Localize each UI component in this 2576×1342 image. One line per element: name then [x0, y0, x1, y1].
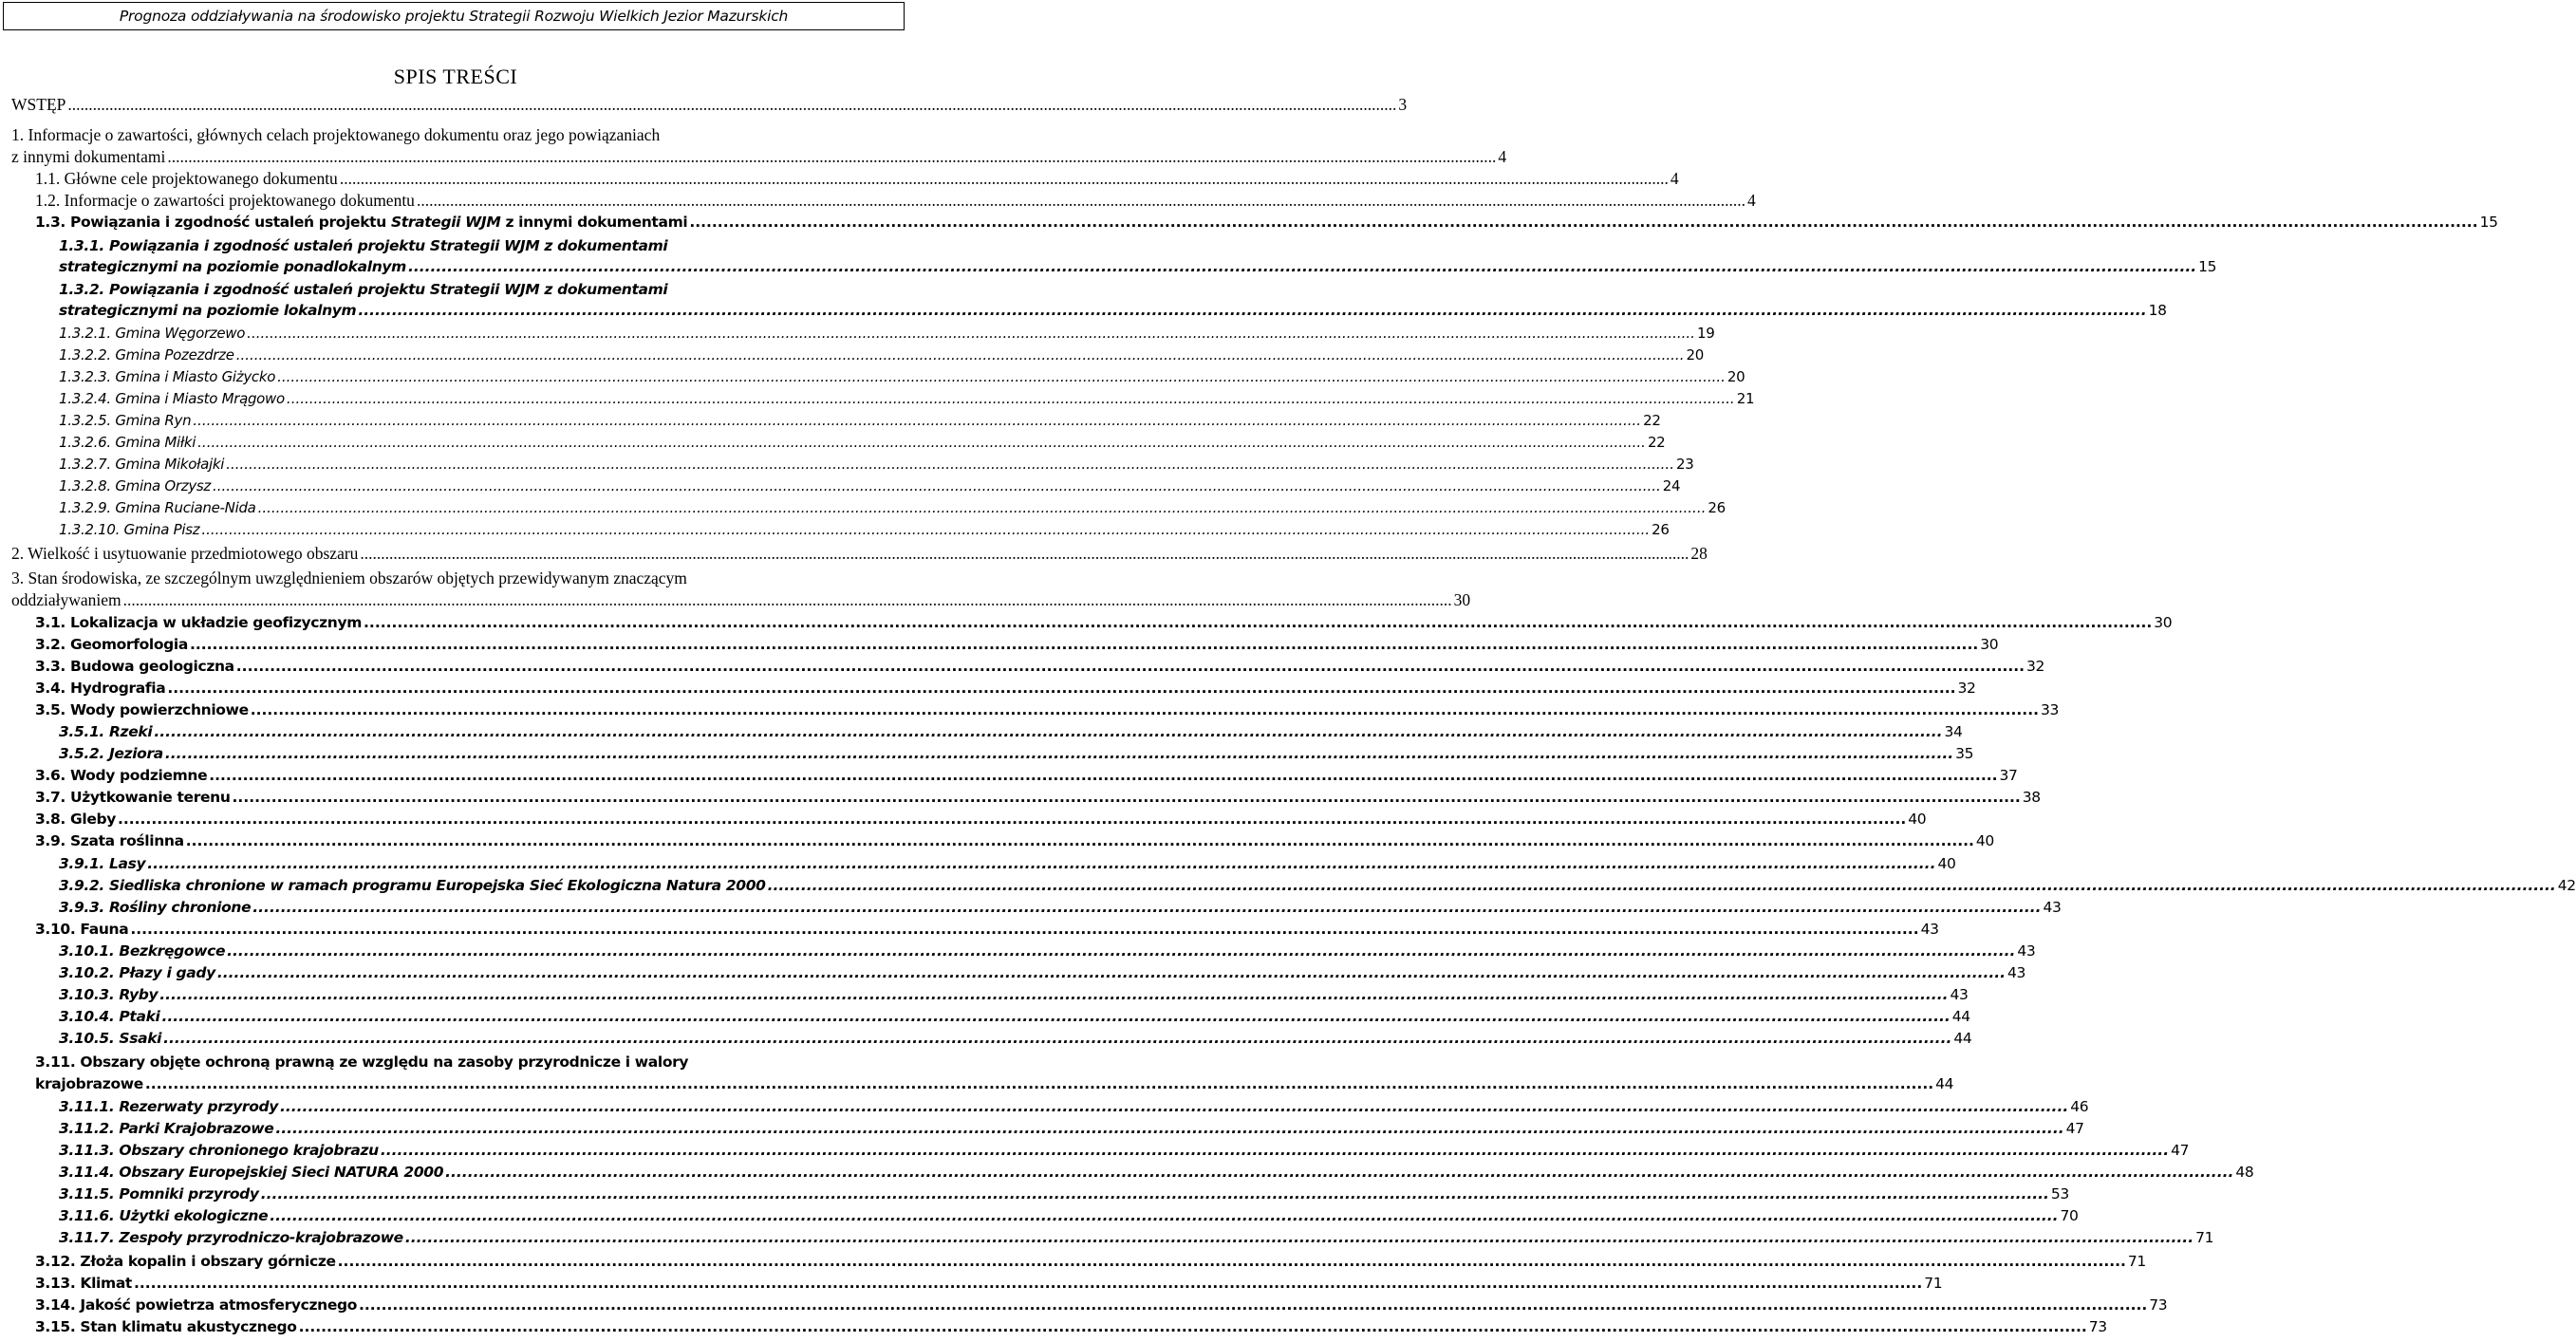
dot-leader	[236, 346, 1685, 363]
toc-entry-3-11-4[interactable]: 3.11.4. Obszary Europejskiej Sieci NATURA 2000 ..... 48	[59, 1164, 904, 1181]
toc-entry-3-11-5[interactable]: 3.11.5. Pomniki przyrody ..... 53	[59, 1185, 904, 1202]
dot-leader	[270, 1207, 2058, 1224]
toc-entry-1-3-2-2[interactable]: 1.3.2.2. Gmina Pozezdrze ..... 20	[59, 346, 904, 363]
toc-entry-3-8[interactable]: 3.8. Gleby ..... 40	[35, 811, 904, 828]
dot-leader	[689, 214, 2477, 231]
dot-leader	[247, 325, 1695, 342]
dot-leader	[167, 680, 1955, 697]
dot-leader	[123, 590, 1452, 610]
dot-leader	[233, 789, 2021, 806]
dot-leader	[299, 1318, 2087, 1335]
dot-leader	[162, 1008, 1951, 1025]
toc-entry-3-2[interactable]: 3.2. Geomorfologia ..... 30	[35, 636, 904, 653]
toc-entry-3-11-7[interactable]: 3.11.7. Zespoły przyrodniczo-krajobrazowe ..... 71	[59, 1229, 904, 1246]
dot-leader	[165, 745, 1953, 762]
dot-leader	[338, 1253, 2126, 1270]
toc-entry-1-3-2-5[interactable]: 1.3.2.5. Gmina Ryn ..... 22	[59, 412, 904, 429]
toc-entry-1-3-2-4[interactable]: 1.3.2.4. Gmina i Miasto Mrągowo ..... 21	[59, 390, 904, 407]
dot-leader	[251, 701, 2039, 718]
dot-leader	[130, 921, 1918, 938]
dot-leader	[359, 1296, 2147, 1314]
toc-entry-3-15[interactable]: 3.15. Stan klimatu akustycznego ..... 73	[35, 1318, 904, 1335]
toc-entry-3-11-line1: 3.11. Obszary objęte ochroną prawną ze względu na zasoby przyrodnicze i walory	[35, 1053, 689, 1071]
dot-leader	[408, 258, 2196, 275]
toc-entry-3-7[interactable]: 3.7. Użytkowanie terenu ..... 38	[35, 789, 904, 806]
toc-entry-1-3-2-1[interactable]: 1.3.2.1. Gmina Węgorzewo ..... 19	[59, 325, 904, 342]
dot-leader	[197, 434, 1646, 451]
dot-leader	[768, 877, 2556, 894]
dot-leader	[277, 368, 1726, 385]
dot-leader	[280, 1098, 2068, 1115]
toc-entry-3-3[interactable]: 3.3. Budowa geologiczna ..... 32	[35, 658, 904, 675]
toc-entry-3-11-1[interactable]: 3.11.1. Rezerwaty przyrody ..... 46	[59, 1098, 904, 1115]
toc-entry-1-3-2-6[interactable]: 1.3.2.6. Gmina Miłki ..... 22	[59, 434, 904, 451]
toc-entry-1[interactable]: z innymi dokumentami ..... 4	[11, 147, 904, 167]
toc-entry-1-3-2-8[interactable]: 1.3.2.8. Gmina Orzysz ..... 24	[59, 477, 904, 494]
toc-entry-3-9-1[interactable]: 3.9.1. Lasy ..... 40	[59, 855, 904, 872]
dot-leader	[364, 614, 2152, 631]
dot-leader	[275, 1120, 2063, 1137]
dot-leader	[134, 1275, 1922, 1292]
dot-leader	[405, 1229, 2193, 1246]
toc-entry-1-2[interactable]: 1.2. Informacje o zawartości projektowanego dokumentu ..... 4	[35, 191, 904, 211]
dot-leader	[201, 521, 1650, 538]
dot-leader	[186, 832, 1974, 849]
dot-leader	[193, 412, 1641, 429]
toc-entry-3[interactable]: oddziaływaniem ..... 30	[11, 590, 904, 610]
dot-leader	[163, 1030, 1951, 1047]
toc-entry-3-11-2[interactable]: 3.11.2. Parki Krajobrazowe ..... 47	[59, 1120, 904, 1137]
dot-leader	[154, 723, 1942, 740]
toc-entry-3-10-5[interactable]: 3.10.5. Ssaki ..... 44	[59, 1030, 904, 1047]
toc-entry-3-11-3[interactable]: 3.11.3. Obszary chronionego krajobrazu ..... 47	[59, 1142, 904, 1159]
toc-entry-3-9[interactable]: 3.9. Szata roślinna ..... 40	[35, 832, 904, 849]
dot-leader	[236, 658, 2025, 675]
dot-leader	[226, 456, 1674, 473]
dot-leader	[209, 767, 1997, 784]
dot-leader	[360, 544, 1689, 564]
toc-entry-3-13[interactable]: 3.13. Klimat ..... 71	[35, 1275, 904, 1292]
toc-entry-3-10-1[interactable]: 3.10.1. Bezkręgowce ..... 43	[59, 942, 904, 960]
dot-leader	[118, 811, 1906, 828]
toc-entry-1-3[interactable]: 1.3. Powiązania i zgodność ustaleń projektu Strategii WJM z innymi dokumentami ..... 15	[35, 214, 904, 231]
toc-entry-1-3-2-9[interactable]: 1.3.2.9. Gmina Ruciane-Nida ..... 26	[59, 499, 904, 516]
dot-leader	[145, 1075, 1933, 1092]
toc-entry-3-12[interactable]: 3.12. Złoża kopalin i obszary górnicze ..... 71	[35, 1253, 904, 1270]
toc-title: SPIS TREŚCI	[393, 65, 518, 88]
toc-entry-wstep[interactable]: WSTĘP ..... 3	[11, 95, 904, 115]
dot-leader	[261, 1185, 2049, 1202]
dot-leader	[417, 191, 1745, 211]
toc-entry-3-5-1[interactable]: 3.5.1. Rzeki ..... 34	[59, 723, 904, 740]
dot-leader	[227, 942, 2015, 960]
toc-entry-3-1[interactable]: 3.1. Lokalizacja w układzie geofizycznym ..... 30	[35, 614, 904, 631]
toc-entry-3-11[interactable]: krajobrazowe ..... 44	[35, 1075, 904, 1092]
toc-entry-3-4[interactable]: 3.4. Hydrografia ..... 32	[35, 680, 904, 697]
toc-entry-1-3-2[interactable]: strategicznymi na poziomie lokalnym ..... 18	[59, 302, 904, 319]
dot-leader	[381, 1142, 2169, 1159]
toc-entry-1-3-2-10[interactable]: 1.3.2.10. Gmina Pisz ..... 26	[59, 521, 904, 538]
toc-entry-3-line1: 3. Stan środowiska, ze szczególnym uwzględnieniem obszarów objętych przewidywanym znaczącym	[11, 568, 687, 587]
dot-leader	[358, 302, 2146, 319]
toc-entry-1-1[interactable]: 1.1. Główne cele projektowanego dokumentu ..... 4	[35, 169, 904, 189]
toc-entry-3-10-2[interactable]: 3.10.2. Płazy i gady ..... 43	[59, 964, 904, 981]
toc-entry-3-5[interactable]: 3.5. Wody powierzchniowe ..... 33	[35, 701, 904, 718]
toc-entry-1-3-1-line1: 1.3.1. Powiązania i zgodność ustaleń projektu Strategii WJM z dokumentami	[59, 237, 668, 254]
dot-leader	[258, 499, 1707, 516]
toc-entry-3-11-6[interactable]: 3.11.6. Użytki ekologiczne ..... 70	[59, 1207, 904, 1224]
dot-leader	[167, 147, 1496, 167]
running-header: Prognoza oddziaływania na środowisko projektu Strategii Rozwoju Wielkich Jezior Mazurskich	[3, 2, 905, 30]
dot-leader	[147, 855, 1935, 872]
dot-leader	[213, 477, 1661, 494]
dot-leader	[340, 169, 1669, 189]
toc-entry-3-14[interactable]: 3.14. Jakość powietrza atmosferycznego ..... 73	[35, 1296, 904, 1314]
dot-leader	[159, 986, 1948, 1003]
toc-entry-3-10-4[interactable]: 3.10.4. Ptaki ..... 44	[59, 1008, 904, 1025]
dot-leader	[445, 1164, 2233, 1181]
toc-entry-3-6[interactable]: 3.6. Wody podziemne ..... 37	[35, 767, 904, 784]
toc-entry-1-3-2-7[interactable]: 1.3.2.7. Gmina Mikołajki ..... 23	[59, 456, 904, 473]
toc-entry-1-3-1[interactable]: strategicznymi na poziomie ponadlokalnym ..... 15	[59, 258, 904, 275]
toc-entry-3-9-2[interactable]: 3.9.2. Siedliska chronione w ramach programu Europejska Sieć Ekologiczna Natura 2000 ..... 42	[59, 877, 904, 894]
toc-entry-2[interactable]: 2. Wielkość i usytuowanie przedmiotowego obszaru ..... 28	[11, 544, 904, 564]
toc-entry-1-line1: 1. Informacje o zawartości, głównych celach projektowanego dokumentu oraz jego powiązaniach	[11, 125, 661, 144]
toc-entry-3-5-2[interactable]: 3.5.2. Jeziora ..... 35	[59, 745, 904, 762]
toc-entry-1-3-2-line1: 1.3.2. Powiązania i zgodność ustaleń projektu Strategii WJM z dokumentami	[59, 281, 668, 298]
dot-leader	[67, 95, 1396, 115]
dot-leader	[190, 636, 1978, 653]
dot-leader	[252, 899, 2041, 916]
toc-entry-3-10[interactable]: 3.10. Fauna ..... 43	[35, 921, 904, 938]
dot-leader	[217, 964, 2006, 981]
toc-entry-3-9-3[interactable]: 3.9.3. Rośliny chronione ..... 43	[59, 899, 904, 916]
toc-entry-1-3-2-3[interactable]: 1.3.2.3. Gmina i Miasto Giżycko ..... 20	[59, 368, 904, 385]
dot-leader	[287, 390, 1735, 407]
toc-entry-3-10-3[interactable]: 3.10.3. Ryby ..... 43	[59, 986, 904, 1003]
